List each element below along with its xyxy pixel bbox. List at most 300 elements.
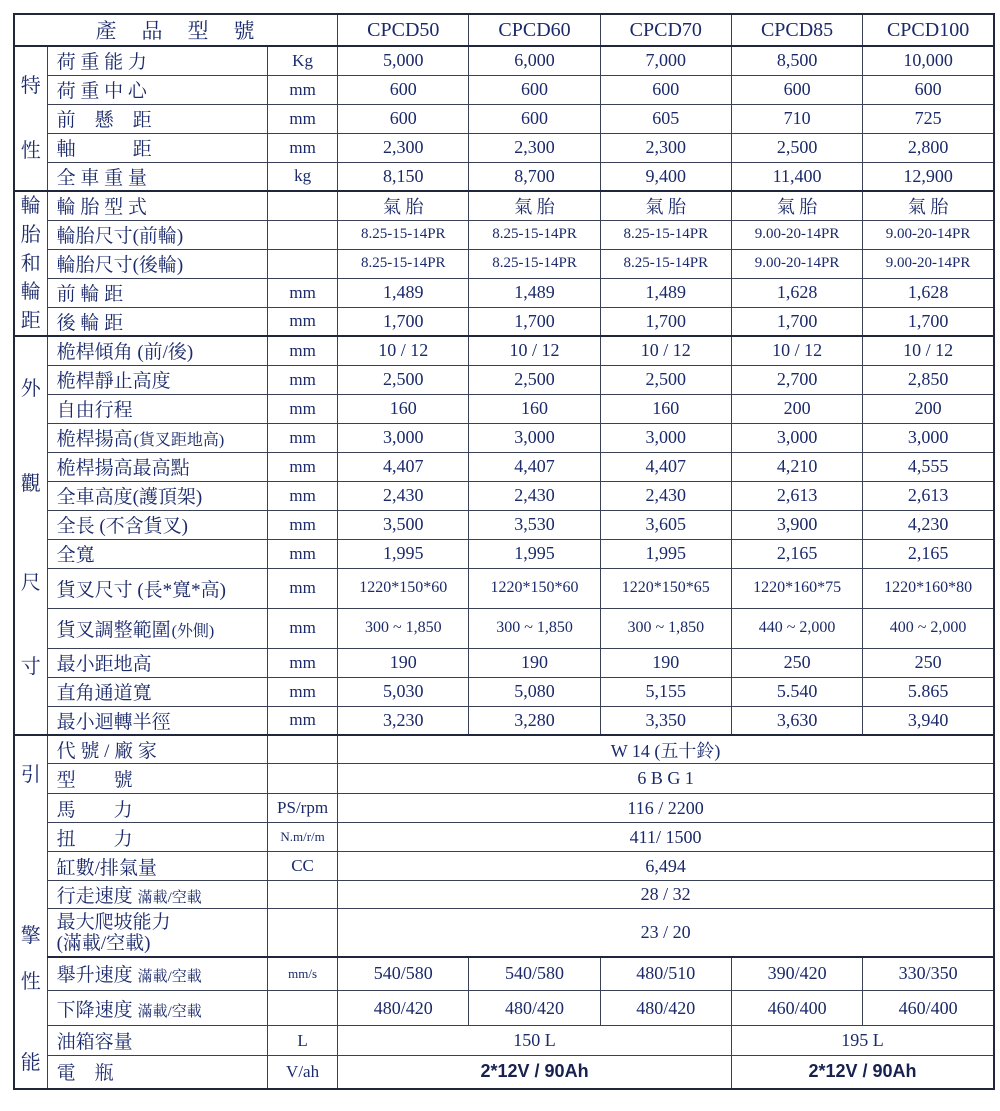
value-cell: 1,489 [600, 278, 731, 307]
row-label [47, 608, 267, 648]
value-cell: 氣 胎 [863, 191, 994, 220]
row-label-text: 輪胎尺寸(前輪) [56, 226, 184, 247]
row-label-text: 代 號 / 廠 家 [56, 741, 157, 762]
row-label-text: 自由行程 [56, 400, 133, 421]
table-row [14, 957, 994, 991]
value-cell: 250 [863, 648, 994, 677]
unit-cell: mm [268, 706, 338, 735]
value-cell-merged: 6,494 [338, 852, 994, 881]
value-cell-merged: 23 / 20 [338, 909, 994, 957]
row-label-text: 荷 重 能 力 [56, 52, 147, 74]
value-cell: 2,613 [731, 481, 862, 510]
value-cell: 1,700 [469, 307, 600, 336]
unit-cell [268, 735, 338, 764]
value-cell: 2,300 [338, 133, 469, 162]
row-label [47, 909, 267, 957]
unit-cell: mm [268, 608, 338, 648]
value-cell: 5,030 [338, 677, 469, 706]
row-label-subtext: (滿載/空載) [56, 932, 151, 954]
row-label-text: 前 輪 距 [56, 284, 124, 305]
value-cell: 540/580 [469, 957, 600, 991]
row-label-text: 最小迴轉半徑 [56, 711, 171, 733]
table-row [14, 735, 994, 764]
value-cell: 10 / 12 [600, 336, 731, 365]
table-row [14, 220, 994, 249]
row-label-text: 輪胎尺寸(後輪) [56, 255, 184, 276]
value-cell: 3,500 [338, 510, 469, 539]
value-cell: 1,489 [469, 278, 600, 307]
table-row [14, 648, 994, 677]
value-cell: 8,500 [731, 46, 862, 75]
value-cell: 5,155 [600, 677, 731, 706]
row-label-text: 直角通道寬 [56, 683, 152, 704]
category-label [14, 191, 47, 336]
unit-cell: mm [268, 539, 338, 568]
value-cell-merged: 2*12V / 90Ah [731, 1056, 994, 1089]
value-cell: 190 [338, 648, 469, 677]
value-cell: 3,000 [731, 423, 862, 452]
value-cell: 2,500 [731, 133, 862, 162]
category-label [14, 46, 47, 191]
value-cell-merged: 195 L [731, 1026, 994, 1056]
value-cell-merged: W 14 (五十鈴) [338, 735, 994, 764]
row-label [47, 365, 267, 394]
table-row [14, 365, 994, 394]
unit-cell: kg [268, 162, 338, 191]
product-model-title: 產 品 型 號 [14, 14, 338, 46]
table-row [14, 481, 994, 510]
category-char: 觀 [20, 472, 41, 495]
value-cell: 1220*160*75 [731, 568, 862, 608]
category-char: 和 [20, 252, 41, 275]
table-row [14, 46, 994, 75]
value-cell: 7,000 [600, 46, 731, 75]
value-cell: 1220*150*65 [600, 568, 731, 608]
value-cell: 8.25-15-14PR [469, 249, 600, 278]
category-char: 引 [20, 763, 41, 786]
row-label-text: 前 懸 距 [56, 110, 152, 131]
value-cell: 1220*150*60 [469, 568, 600, 608]
unit-cell: N.m/r/m [268, 823, 338, 852]
value-cell: 2,700 [731, 365, 862, 394]
forklift-spec-table [13, 13, 995, 1090]
value-cell: 3,000 [600, 423, 731, 452]
value-cell: 1,628 [731, 278, 862, 307]
value-cell: 200 [731, 394, 862, 423]
row-label-text: 貨叉尺寸 (長*寬*高) [56, 579, 226, 601]
row-label [47, 481, 267, 510]
table-row [14, 191, 994, 220]
value-cell: 440 ~ 2,000 [731, 608, 862, 648]
row-label [47, 394, 267, 423]
value-cell: 4,555 [863, 452, 994, 481]
category-char: 距 [20, 309, 41, 332]
row-label-text: 後 輪 距 [56, 312, 124, 334]
value-cell: 400 ~ 2,000 [863, 608, 994, 648]
value-cell: 12,900 [863, 162, 994, 191]
row-label-text: 全長 (不含貨叉) [56, 516, 188, 537]
value-cell: 1,489 [338, 278, 469, 307]
value-cell: 600 [338, 104, 469, 133]
value-cell: 600 [731, 75, 862, 104]
value-cell: 190 [600, 648, 731, 677]
row-label [47, 452, 267, 481]
unit-cell: CC [268, 852, 338, 881]
value-cell: 2,165 [731, 539, 862, 568]
value-cell: 1,995 [338, 539, 469, 568]
row-label-text: 最大爬坡能力 [56, 911, 171, 933]
value-cell: 1,700 [731, 307, 862, 336]
row-label [47, 423, 267, 452]
value-cell: 8.25-15-14PR [338, 220, 469, 249]
value-cell: 1,628 [863, 278, 994, 307]
value-cell: 3,940 [863, 706, 994, 735]
value-cell: 9.00-20-14PR [863, 220, 994, 249]
value-cell: 190 [469, 648, 600, 677]
value-cell: 11,400 [731, 162, 862, 191]
value-cell: 480/420 [469, 991, 600, 1026]
unit-cell: mm [268, 75, 338, 104]
value-cell: 390/420 [731, 957, 862, 991]
value-cell: 4,407 [600, 452, 731, 481]
model-column-header: CPCD50 [338, 14, 469, 46]
value-cell: 8.25-15-14PR [338, 249, 469, 278]
value-cell: 2,430 [469, 481, 600, 510]
row-label-subtext: (外側) [171, 622, 215, 640]
row-label-text: 最小距地高 [56, 654, 152, 675]
row-label-text: 舉升速度 [56, 965, 133, 987]
value-cell: 8,700 [469, 162, 600, 191]
table-row [14, 608, 994, 648]
value-cell: 330/350 [863, 957, 994, 991]
value-cell: 480/420 [338, 991, 469, 1026]
row-label [47, 104, 267, 133]
header-row [14, 14, 994, 46]
unit-cell: mm [268, 677, 338, 706]
unit-cell: mm [268, 648, 338, 677]
unit-cell: mm [268, 568, 338, 608]
unit-cell [268, 191, 338, 220]
value-cell: 氣 胎 [469, 191, 600, 220]
table-row [14, 881, 994, 909]
value-cell: 160 [600, 394, 731, 423]
value-cell: 600 [338, 75, 469, 104]
value-cell: 1,700 [600, 307, 731, 336]
row-label-text: 貨叉調整範圍 [56, 619, 171, 641]
value-cell: 2,500 [469, 365, 600, 394]
value-cell-merged: 411/ 1500 [338, 823, 994, 852]
value-cell: 4,210 [731, 452, 862, 481]
row-label [47, 336, 267, 365]
row-label [47, 648, 267, 677]
value-cell: 480/420 [600, 991, 731, 1026]
row-label [47, 249, 267, 278]
table-row [14, 423, 994, 452]
table-row [14, 909, 994, 957]
table-row [14, 794, 994, 823]
row-label-text: 全寬 [56, 545, 95, 566]
row-label [47, 46, 267, 75]
unit-cell: L [268, 1026, 338, 1056]
unit-cell: mm [268, 133, 338, 162]
category-char: 輪 [20, 195, 41, 218]
value-cell: 5.865 [863, 677, 994, 706]
value-cell: 160 [338, 394, 469, 423]
value-cell: 4,407 [338, 452, 469, 481]
table-row [14, 104, 994, 133]
row-label-subtext: (貨叉距地高) [133, 432, 225, 449]
value-cell: 460/400 [731, 991, 862, 1026]
table-row [14, 336, 994, 365]
row-label-text: 全車高度(護頂架) [56, 487, 203, 508]
model-column-header: CPCD100 [863, 14, 994, 46]
unit-cell: mm [268, 104, 338, 133]
value-cell: 2,300 [600, 133, 731, 162]
row-label-text: 缸數/排氣量 [56, 857, 157, 879]
value-cell: 2,430 [338, 481, 469, 510]
unit-cell: Kg [268, 46, 338, 75]
category-label [14, 735, 47, 1089]
model-column-header: CPCD85 [731, 14, 862, 46]
unit-cell: mm [268, 510, 338, 539]
value-cell: 540/580 [338, 957, 469, 991]
value-cell-merged: 28 / 32 [338, 881, 994, 909]
row-label [47, 510, 267, 539]
unit-cell [268, 220, 338, 249]
value-cell: 10 / 12 [469, 336, 600, 365]
value-cell: 2,850 [863, 365, 994, 394]
value-cell: 3,900 [731, 510, 862, 539]
value-cell: 725 [863, 104, 994, 133]
table-row [14, 394, 994, 423]
value-cell: 6,000 [469, 46, 600, 75]
row-label [47, 991, 267, 1026]
value-cell: 160 [469, 394, 600, 423]
row-label-text: 下降速度 [56, 999, 133, 1021]
row-label [47, 957, 267, 991]
value-cell: 氣 胎 [731, 191, 862, 220]
table-row [14, 510, 994, 539]
row-label [47, 133, 267, 162]
value-cell: 9.00-20-14PR [863, 249, 994, 278]
value-cell: 3,000 [863, 423, 994, 452]
row-label-text: 油箱容量 [56, 1032, 133, 1053]
value-cell: 710 [731, 104, 862, 133]
value-cell: 2,430 [600, 481, 731, 510]
row-label-text: 扭 力 [56, 828, 133, 850]
unit-cell [268, 991, 338, 1026]
unit-cell: mm [268, 394, 338, 423]
unit-cell: mm/s [268, 957, 338, 991]
unit-cell: mm [268, 481, 338, 510]
value-cell: 4,407 [469, 452, 600, 481]
value-cell: 3,605 [600, 510, 731, 539]
row-label [47, 735, 267, 764]
value-cell: 3,530 [469, 510, 600, 539]
category-char: 能 [20, 1051, 41, 1074]
row-label [47, 764, 267, 794]
value-cell: 3,280 [469, 706, 600, 735]
table-row [14, 249, 994, 278]
value-cell: 1220*160*80 [863, 568, 994, 608]
row-label-subtext: 滿載/空載 [137, 969, 202, 986]
unit-cell: mm [268, 278, 338, 307]
unit-cell: mm [268, 452, 338, 481]
value-cell: 2,165 [863, 539, 994, 568]
row-label [47, 539, 267, 568]
row-label [47, 881, 267, 909]
value-cell: 480/510 [600, 957, 731, 991]
value-cell: 8.25-15-14PR [469, 220, 600, 249]
value-cell: 2,800 [863, 133, 994, 162]
row-label-text: 輪 胎 型 式 [56, 197, 147, 219]
row-label [47, 823, 267, 852]
category-char: 寸 [20, 655, 41, 678]
row-label [47, 75, 267, 104]
unit-cell [268, 881, 338, 909]
value-cell: 氣 胎 [600, 191, 731, 220]
row-label-text: 桅桿靜止高度 [56, 371, 171, 392]
value-cell: 9.00-20-14PR [731, 220, 862, 249]
row-label-text: 桅桿傾角 (前/後) [56, 342, 194, 364]
row-label-text: 軸 距 [56, 139, 152, 160]
row-label-text: 電 瓶 [56, 1063, 114, 1085]
value-cell: 1,700 [338, 307, 469, 336]
value-cell: 5,000 [338, 46, 469, 75]
value-cell: 600 [600, 75, 731, 104]
row-label-text: 荷 重 中 心 [56, 81, 147, 102]
value-cell: 300 ~ 1,850 [469, 608, 600, 648]
value-cell: 8.25-15-14PR [600, 220, 731, 249]
value-cell: 2,613 [863, 481, 994, 510]
unit-cell: mm [268, 365, 338, 394]
value-cell: 10,000 [863, 46, 994, 75]
value-cell: 5.540 [731, 677, 862, 706]
value-cell: 1,700 [863, 307, 994, 336]
table-row [14, 764, 994, 794]
value-cell: 1220*150*60 [338, 568, 469, 608]
category-char: 性 [20, 971, 41, 994]
value-cell: 300 ~ 1,850 [338, 608, 469, 648]
value-cell: 1,995 [600, 539, 731, 568]
value-cell: 氣 胎 [338, 191, 469, 220]
value-cell: 2,500 [338, 365, 469, 394]
value-cell: 2,500 [600, 365, 731, 394]
model-column-header: CPCD70 [600, 14, 731, 46]
unit-cell [268, 249, 338, 278]
value-cell: 3,630 [731, 706, 862, 735]
value-cell: 10 / 12 [731, 336, 862, 365]
row-label [47, 794, 267, 823]
category-char: 特 [20, 74, 41, 97]
table-row [14, 133, 994, 162]
category-char: 性 [20, 140, 41, 163]
value-cell: 3,230 [338, 706, 469, 735]
value-cell: 1,995 [469, 539, 600, 568]
row-label-text: 行走速度 [56, 886, 133, 907]
table-row [14, 162, 994, 191]
value-cell: 600 [469, 75, 600, 104]
category-char: 尺 [20, 572, 41, 595]
unit-cell [268, 909, 338, 957]
value-cell: 460/400 [863, 991, 994, 1026]
value-cell: 9,400 [600, 162, 731, 191]
value-cell-merged: 6 B G 1 [338, 764, 994, 794]
unit-cell: mm [268, 307, 338, 336]
row-label [47, 1056, 267, 1089]
table-row [14, 852, 994, 881]
value-cell: 600 [863, 75, 994, 104]
row-label-subtext: 滿載/空載 [137, 1003, 202, 1020]
table-row [14, 278, 994, 307]
value-cell: 5,080 [469, 677, 600, 706]
table-row [14, 706, 994, 735]
value-cell: 10 / 12 [338, 336, 469, 365]
table-row [14, 307, 994, 336]
value-cell: 300 ~ 1,850 [600, 608, 731, 648]
value-cell: 9.00-20-14PR [731, 249, 862, 278]
table-row [14, 75, 994, 104]
category-label [14, 336, 47, 735]
row-label-text: 桅桿揚高最高點 [56, 458, 190, 479]
value-cell: 10 / 12 [863, 336, 994, 365]
value-cell: 200 [863, 394, 994, 423]
row-label [47, 568, 267, 608]
value-cell: 605 [600, 104, 731, 133]
row-label-text: 型 號 [56, 770, 133, 791]
unit-cell [268, 764, 338, 794]
unit-cell: mm [268, 423, 338, 452]
table-row [14, 677, 994, 706]
row-label-subtext: 滿載/空載 [137, 890, 202, 906]
value-cell: 600 [469, 104, 600, 133]
row-label [47, 1026, 267, 1056]
value-cell-merged: 2*12V / 90Ah [338, 1056, 732, 1089]
row-label-text: 桅桿揚高 [56, 429, 133, 450]
category-char: 外 [20, 377, 41, 400]
table-row [14, 823, 994, 852]
unit-cell: mm [268, 336, 338, 365]
row-label [47, 220, 267, 249]
table-row [14, 539, 994, 568]
value-cell-merged: 116 / 2200 [338, 794, 994, 823]
table-row [14, 452, 994, 481]
category-char: 輪 [20, 281, 41, 304]
row-label-text: 馬 力 [56, 799, 133, 821]
unit-cell: V/ah [268, 1056, 338, 1089]
value-cell-merged: 150 L [338, 1026, 732, 1056]
value-cell: 8,150 [338, 162, 469, 191]
table-row [14, 1026, 994, 1056]
value-cell: 3,350 [600, 706, 731, 735]
table-row [14, 991, 994, 1026]
row-label [47, 852, 267, 881]
category-char: 胎 [20, 223, 41, 246]
value-cell: 2,300 [469, 133, 600, 162]
value-cell: 8.25-15-14PR [600, 249, 731, 278]
table-row [14, 568, 994, 608]
row-label [47, 278, 267, 307]
value-cell: 3,000 [469, 423, 600, 452]
value-cell: 250 [731, 648, 862, 677]
row-label [47, 162, 267, 191]
unit-cell: PS/rpm [268, 794, 338, 823]
row-label [47, 706, 267, 735]
model-column-header: CPCD60 [469, 14, 600, 46]
value-cell: 3,000 [338, 423, 469, 452]
row-label [47, 677, 267, 706]
category-char: 擎 [20, 925, 41, 948]
